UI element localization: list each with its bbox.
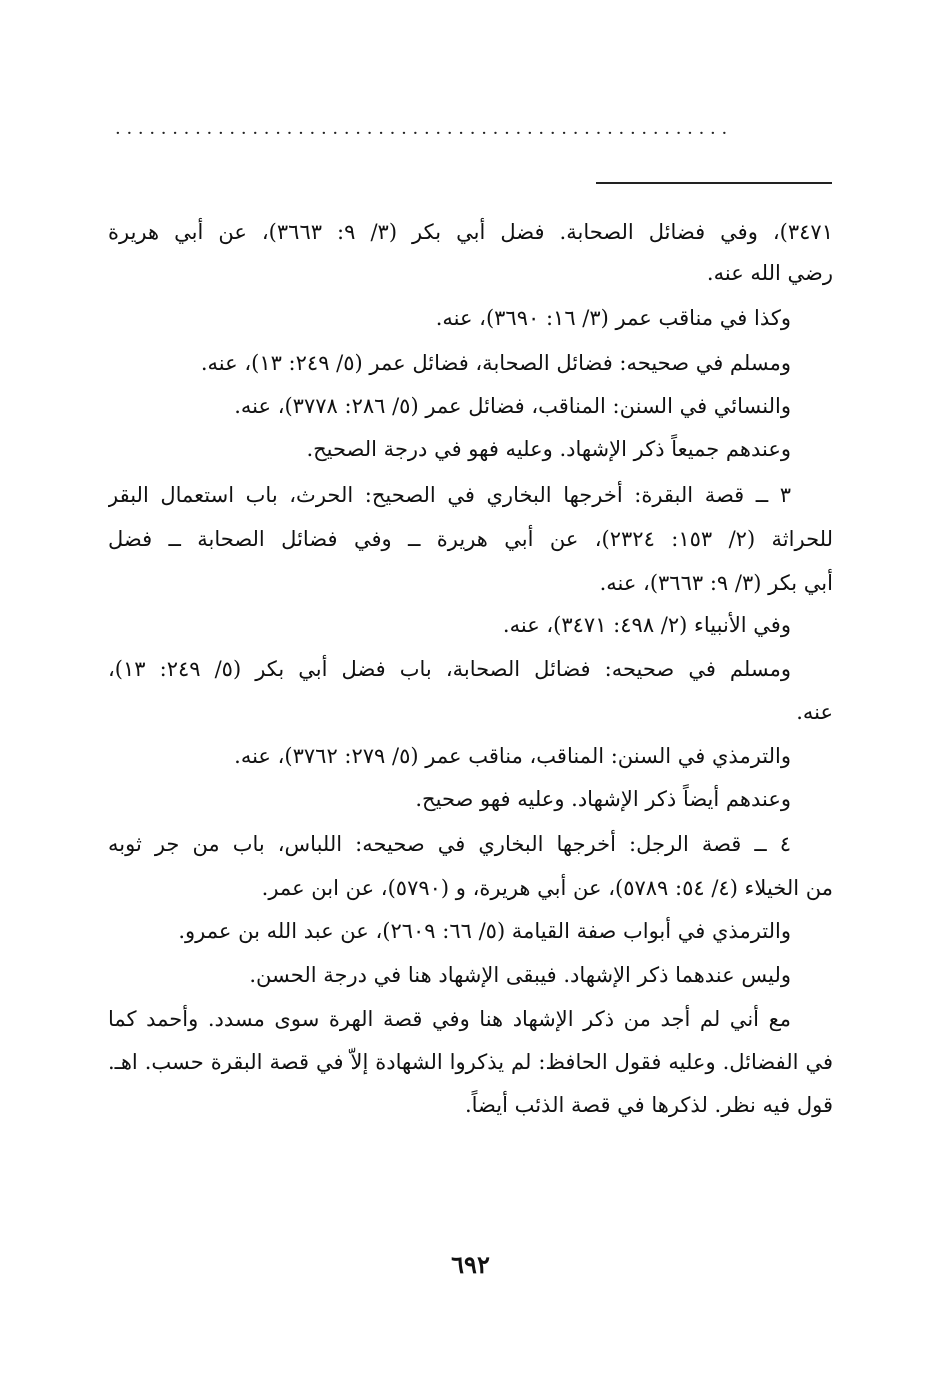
text-line: والترمذي في أبواب صفة القيامة (٥/ ٦٦: ٢٦٠٩)، عن عبد الله بن عمرو.: [178, 919, 791, 943]
text-line: في الفضائل. وعليه فقول الحافظ: لم يذكروا الشهادة إلاّ في قصة البقرة حسب. اهـ.: [108, 1050, 833, 1074]
text-line: والترمذي في السنن: المناقب، مناقب عمر (٥/ ٢٧٩: ٣٧٦٢)، عنه.: [234, 744, 791, 768]
page-number: ٦٩٢: [451, 1250, 490, 1279]
text-line: قول فيه نظر. لذكرها في قصة الذئب أيضاً.: [464, 1093, 833, 1117]
footnote-rule: [596, 182, 832, 184]
text-line: وعندهم أيضاً ذكر الإشهاد. وعليه فهو صحيح.: [415, 787, 791, 811]
text-line: وعندهم جميعاً ذكر الإشهاد. وعليه فهو في درجة الصحيح.: [306, 437, 791, 461]
text-line: ومسلم في صحيحه: فضائل الصحابة، باب فضل أبي بكر (٥/ ٢٤٩: ١٣)،: [108, 657, 791, 681]
text-line: وكذا في مناقب عمر (٣/ ١٦: ٣٦٩٠)، عنه.: [435, 306, 791, 330]
text-line: ومسلم في صحيحه: فضائل الصحابة، فضائل عمر (٥/ ٢٤٩: ١٣)، عنه.: [200, 351, 791, 375]
text-line: رضي الله عنه.: [706, 261, 833, 285]
text-line: وليس عندهما ذكر الإشهاد. فيبقى الإشهاد هنا في درجة الحسن.: [249, 963, 791, 987]
text-line: للحراثة (٢/ ١٥٣: ٢٣٢٤)، عن أبي هريرة ــ وفي فضائل الصحابة ــ فضل: [108, 527, 833, 551]
text-line: والنسائي في السنن: المناقب، فضائل عمر (٥/ ٢٨٦: ٣٧٧٨)، عنه.: [234, 394, 791, 418]
text-line: مع أني لم أجد من ذكر الإشهاد هنا وفي قصة الهرة سوى مسدد. وأحمد كما: [108, 1007, 791, 1031]
dotted-separator: · · · · · · · · · · · · · · · · · · · · · · · · · · · · · · · · · · · · · · · · · · · · · · · · · · · · · ·: [115, 124, 728, 144]
text-line: ٤ ــ قصة الرجل: أخرجها البخاري في صحيحه: اللباس، باب من جر ثوبه: [108, 832, 791, 856]
text-line: وفي الأنبياء (٢/ ٤٩٨: ٣٤٧١)، عنه.: [502, 613, 791, 637]
text-line: أبي بكر (٣/ ٩: ٣٦٦٣)، عنه.: [599, 571, 833, 595]
text-line: عنه.: [796, 700, 833, 724]
text-line: ٣ ــ قصة البقرة: أخرجها البخاري في الصحيح: الحرث، باب استعمال البقر: [108, 483, 791, 507]
text-line: ٣٤٧١)، وفي فضائل الصحابة. فضل أبي بكر (٣/ ٩: ٣٦٦٣)، عن أبي هريرة: [108, 220, 833, 244]
text-line: من الخيلاء (٤/ ٥٤: ٥٧٨٩)، عن أبي هريرة، و (٥٧٩٠)، عن ابن عمر.: [261, 876, 833, 900]
